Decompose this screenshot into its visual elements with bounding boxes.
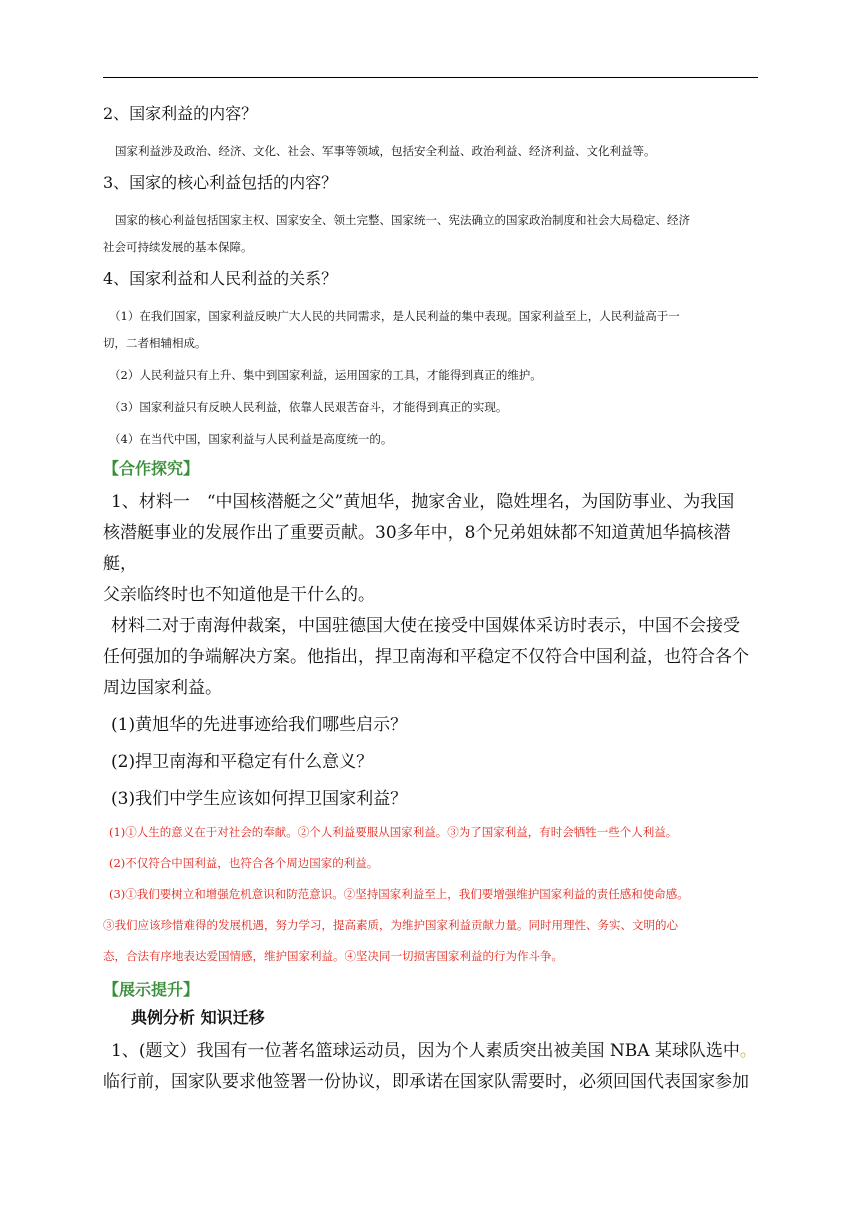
question-3-answer-line2: 社会可持续发展的基本保障。 xyxy=(103,240,253,254)
question-3-answer-line1: 国家的核心利益包括国家主权、国家安全、领土完整、国家统一、宪法确立的国家政治制度和社会大局稳定、经济 xyxy=(115,213,690,227)
material-1-line3: 父亲临终时也不知道他是干什么的。 xyxy=(103,585,375,605)
question-2-title: 2、国家利益的内容？ xyxy=(103,104,258,123)
material-1-line1: 1、材料一 “中国核潜艇之父”黄旭华，抛家舍业，隐姓埋名，为国防事业、为我国 xyxy=(111,492,735,512)
material-2-line1: 材料二对于南海仲裁案，中国驻德国大使在接受中国媒体采访时表示，中国不会接受 xyxy=(111,616,740,636)
question-list-item: (3)我们中学生应该如何捍卫国家利益？ xyxy=(111,789,408,809)
question-list-item: (1)黄旭华的先进事迹给我们哪些启示？ xyxy=(111,715,408,735)
material-1-line2: 核潜艇事业的发展作出了重要贡献。30多年中，8个兄弟姐妹都不知道黄旭华搞核潜艇， xyxy=(103,523,731,574)
example-heading: 典例分析 知识迁移 xyxy=(131,1008,265,1027)
material-2-line2: 任何强加的争端解决方案。他指出，捍卫南海和平稳定不仅符合中国利益，也符合各个 xyxy=(103,647,749,667)
question-4-point1-line2: 切，二者相辅相成。 xyxy=(103,336,207,350)
example-line1-mark: 。 xyxy=(739,1041,757,1061)
question-4-point4: （4）在当代中国，国家利益与人民利益是高度统一的。 xyxy=(109,432,393,446)
question-list-item: (2)捍卫南海和平稳定有什么意义？ xyxy=(111,752,374,772)
example-line1-text: 1、(题文）我国有一位著名篮球运动员，因为个人素质突出被美国 NBA 某球队选中 xyxy=(111,1041,740,1061)
answer-3-line1: (3)①我们要树立和增强危机意识和防范意识。②坚持国家利益至上，我们要增强维护国家利益的责任感和使命感。 xyxy=(109,887,689,901)
answer-3-line2: ③我们应该珍惜难得的发展机遇，努力学习，提高素质，为维护国家利益贡献力量。同时用理性、务实、文明的心 xyxy=(103,918,678,932)
question-4-title: 4、国家利益和人民利益的关系？ xyxy=(103,269,338,288)
question-3-title: 3、国家的核心利益包括的内容？ xyxy=(103,173,338,192)
material-2-line3: 周边国家利益。 xyxy=(103,678,222,698)
header-rule xyxy=(103,77,758,78)
example-line2: 临行前，国家队要求他签署一份协议，即承诺在国家队需要时，必须回国代表国家参加 xyxy=(103,1072,749,1092)
section-heading-showcase: 【展示提升】 xyxy=(103,980,200,999)
question-2-answer: 国家利益涉及政治、经济、文化、社会、军事等领域，包括安全利益、政治利益、经济利益、文化利益等。 xyxy=(115,144,656,158)
answer-3-line3: 态，合法有序地表达爱国情感，维护国家利益。④坚决同一切损害国家利益的行为作斗争。 xyxy=(103,949,563,963)
section-heading-cooperative: 【合作探究】 xyxy=(103,459,200,478)
answer-1: (1)①人生的意义在于对社会的奉献。②个人利益要服从国家利益。③为了国家利益，有时会牺牲一些个人利益。 xyxy=(109,825,678,839)
question-4-point3: （3）国家利益只有反映人民利益，依靠人民艰苦奋斗，才能得到真正的实现。 xyxy=(109,400,508,414)
document-page xyxy=(103,104,763,1098)
answer-2: (2)不仅符合中国利益，也符合各个周边国家的利益。 xyxy=(109,856,379,870)
example-line1 xyxy=(103,1036,763,1067)
question-4-point1-line1: （1）在我们国家，国家利益反映广大人民的共同需求，是人民利益的集中表现。国家利益至上，人民利益高于一 xyxy=(109,309,680,323)
question-4-point2: （2）人民利益只有上升、集中到国家利益，运用国家的工具，才能得到真正的维护。 xyxy=(109,368,542,382)
